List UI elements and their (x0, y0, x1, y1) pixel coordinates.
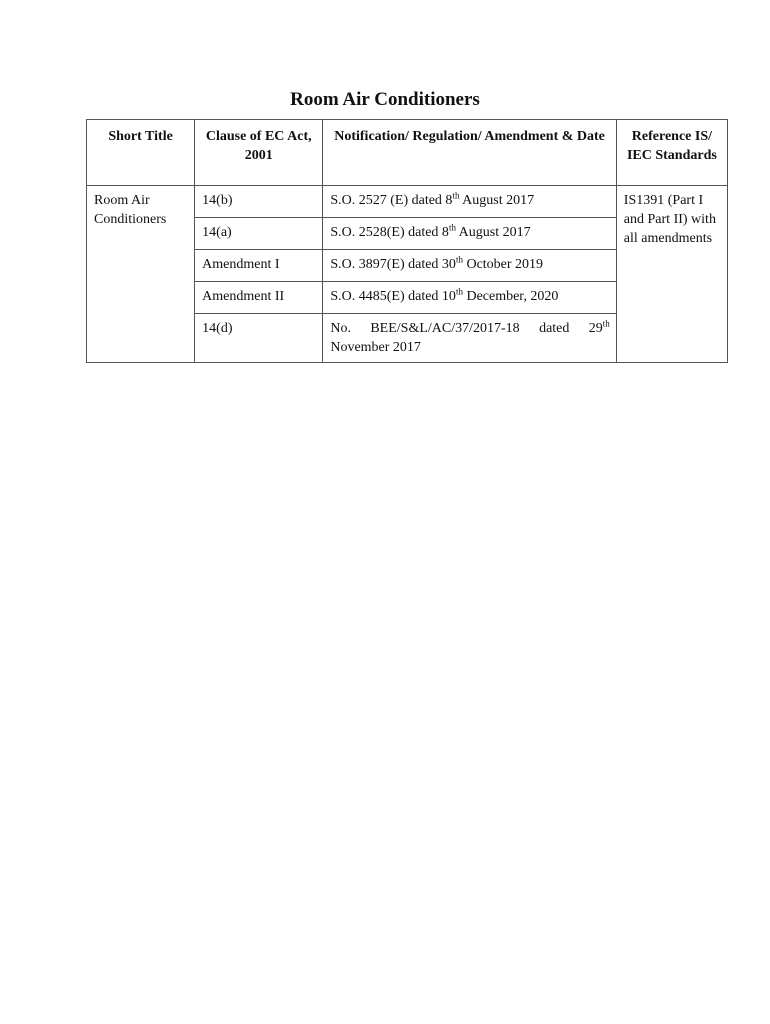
ordinal-suffix: th (448, 222, 456, 233)
header-clause: Clause of EC Act, 2001 (195, 120, 323, 186)
notification-text-end: August 2017 (455, 225, 531, 240)
clause-cell: Amendment II (195, 282, 323, 314)
notification-cell (323, 186, 616, 218)
notification-day: 29 (588, 321, 603, 336)
notification-text: S.O. 2527 (E) dated 8 (330, 193, 453, 208)
notification-text-end: October 2019 (462, 257, 544, 272)
table-header-row (87, 120, 728, 186)
ordinal-suffix: th (602, 318, 610, 329)
regulation-table (86, 119, 728, 363)
notification-cell (323, 282, 616, 314)
notification-text-end: December, 2020 (462, 289, 559, 304)
notification-line-1 (330, 319, 609, 338)
notification-text: S.O. 4485(E) dated 10 (330, 289, 456, 304)
clause-cell: 14(d) (195, 314, 323, 363)
clause-cell: 14(a) (195, 218, 323, 250)
notification-text: S.O. 2528(E) dated 8 (330, 225, 449, 240)
header-short-title: Short Title (87, 120, 195, 186)
notification-word: BEE/S&L/AC/37/2017-18 (370, 321, 520, 336)
notification-word: No. (330, 321, 351, 336)
notification-cell (323, 314, 616, 363)
short-title-cell: Room Air Conditioners (87, 186, 195, 363)
notification-text-end: August 2017 (459, 193, 535, 208)
ordinal-suffix: th (452, 190, 460, 201)
notification-cell (323, 250, 616, 282)
table-row (87, 186, 728, 218)
clause-cell: 14(b) (195, 186, 323, 218)
notification-word: dated (539, 321, 570, 336)
notification-cell (323, 218, 616, 250)
ordinal-suffix: th (455, 254, 463, 265)
notification-word (589, 319, 610, 338)
notification-text: S.O. 3897(E) dated 30 (330, 257, 456, 272)
ordinal-suffix: th (455, 286, 463, 297)
notification-line-2: November 2017 (330, 340, 421, 355)
clause-cell: Amendment I (195, 250, 323, 282)
header-reference: Reference IS/ IEC Standards (616, 120, 727, 186)
reference-cell: IS1391 (Part I and Part II) with all amendments (616, 186, 727, 363)
page-title: Room Air Conditioners (290, 89, 480, 110)
header-notification: Notification/ Regulation/ Amendment & Date (323, 120, 616, 186)
